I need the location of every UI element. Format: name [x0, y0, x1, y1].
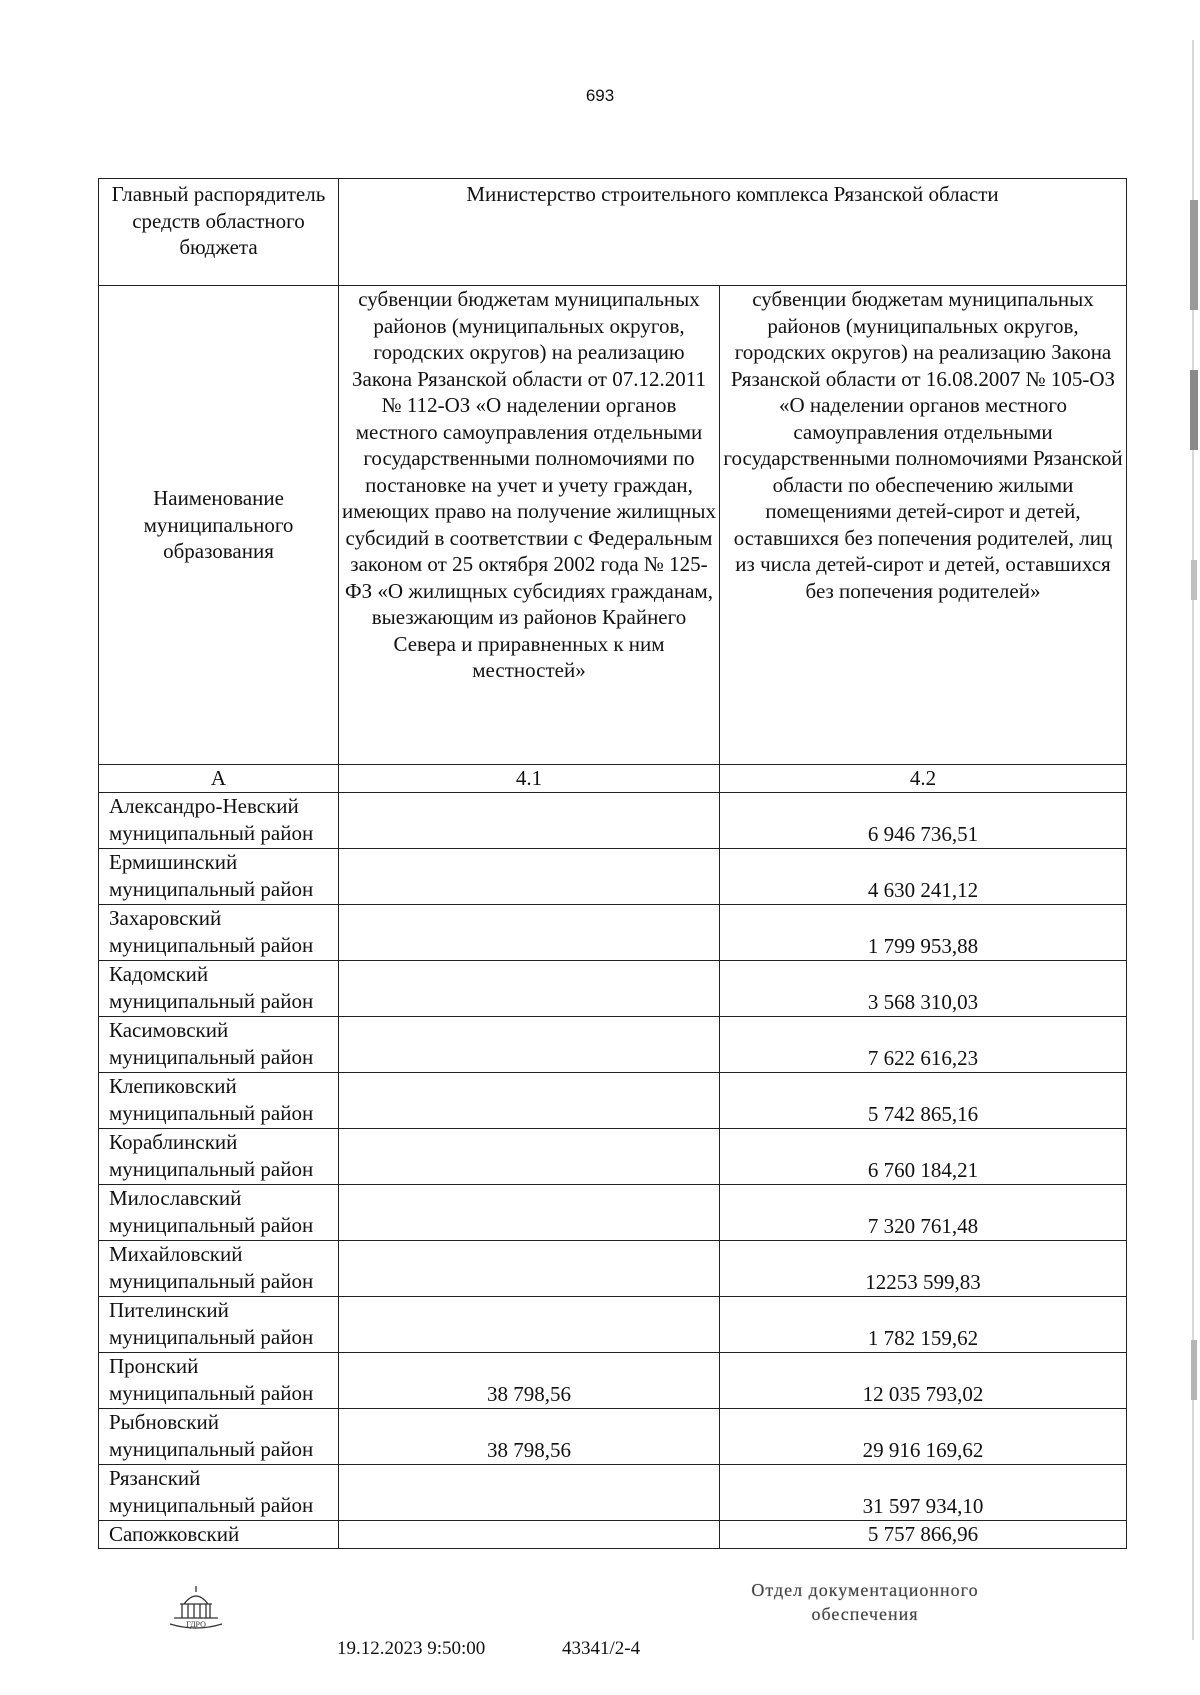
table-row [99, 1297, 1127, 1353]
value-4-2: 7 320 761,48 [720, 1185, 1127, 1241]
code-4-1: 4.1 [339, 765, 720, 793]
value-4-2: 12253 599,83 [720, 1241, 1127, 1297]
value-4-1 [339, 849, 720, 905]
value-4-2: 6 760 184,21 [720, 1129, 1127, 1185]
scan-edge-artifact [1186, 40, 1200, 1640]
value-4-2: 29 916 169,62 [720, 1409, 1127, 1465]
table-row [99, 1241, 1127, 1297]
value-4-1 [339, 961, 720, 1017]
column-4-1-header: субвенции бюджетам муниципальных районов (муниципальных округов, городских округов) на реализацию Закона Рязанской области от 07.12.2011 № 112-ОЗ «О наделении органов местного самоуправления отдельными государственными полномочиями по постановке на учет и учету граждан, имеющих право на получение жилищных субсидий в соответствии с Федеральным законом от 25 октября 2002 года № 125-ФЗ «О жилищных субсидиях гражданам, выезжающим из районов Крайнего Севера и приравненных к ним местностей» [339, 286, 720, 765]
municipality-name: Михайловский муниципальный район [99, 1241, 339, 1297]
value-4-1 [339, 1073, 720, 1129]
municipality-name: Сапожковский [99, 1521, 339, 1549]
value-4-2: 6 946 736,51 [720, 793, 1127, 849]
municipality-name: Пронский муниципальный район [99, 1353, 339, 1409]
budget-table [98, 178, 1127, 1549]
value-4-1 [339, 1521, 720, 1549]
page-number: 693 [585, 86, 615, 105]
value-4-2: 12 035 793,02 [720, 1353, 1127, 1409]
value-4-1: 38 798,56 [339, 1409, 720, 1465]
table-row [99, 1129, 1127, 1185]
code-a: А [99, 765, 339, 793]
duma-emblem-icon [166, 1582, 226, 1639]
column-4-2-header: субвенции бюджетам муниципальных районов (муниципальных округов, городских округов) на реализацию Закона Рязанской области от 16.08.2007 № 105-ОЗ «О наделении органов местного самоуправления отдельными государственными полномочиями Рязанской области по обеспечению жилыми помещениями детей-сирот и детей, оставшихся без попечения родителей, лиц из числа детей-сирот и детей, оставшихся без попечения родителей» [720, 286, 1127, 765]
value-4-2: 5 742 865,16 [720, 1073, 1127, 1129]
table-row [99, 1073, 1127, 1129]
value-4-2: 5 757 866,96 [720, 1521, 1127, 1549]
table-row [99, 1185, 1127, 1241]
municipality-name: Захаровский муниципальный район [99, 905, 339, 961]
table-row [99, 793, 1127, 849]
column-codes-row [99, 765, 1127, 793]
municipality-name: Рыбновский муниципальный район [99, 1409, 339, 1465]
header-row-distributor [99, 179, 1127, 286]
value-4-2: 7 622 616,23 [720, 1017, 1127, 1073]
value-4-1 [339, 793, 720, 849]
value-4-1 [339, 1465, 720, 1521]
value-4-2: 1 799 953,88 [720, 905, 1127, 961]
table-row [99, 1017, 1127, 1073]
value-4-1 [339, 1297, 720, 1353]
table-row [99, 1521, 1127, 1549]
municipality-name: Кораблинский муниципальный район [99, 1129, 339, 1185]
municipality-name: Рязанский муниципальный район [99, 1465, 339, 1521]
table-row [99, 1409, 1127, 1465]
municipality-name: Касимовский муниципальный район [99, 1017, 339, 1073]
header-row-titles [99, 286, 1127, 765]
municipality-column-header: Наименование муниципального образования [99, 286, 339, 765]
footer-datetime: 19.12.2023 9:50:00 [337, 1638, 486, 1659]
municipality-name: Милославский муниципальный район [99, 1185, 339, 1241]
table-row [99, 905, 1127, 961]
municipality-name: Клепиковский муниципальный район [99, 1073, 339, 1129]
value-4-2: 3 568 310,03 [720, 961, 1127, 1017]
value-4-2: 1 782 159,62 [720, 1297, 1127, 1353]
municipality-name: Ермишинский муниципальный район [99, 849, 339, 905]
value-4-1 [339, 1129, 720, 1185]
value-4-2: 4 630 241,12 [720, 849, 1127, 905]
table-row [99, 849, 1127, 905]
table-row [99, 1353, 1127, 1409]
footer-document-number: 43341/2-4 [562, 1638, 641, 1659]
table-row [99, 961, 1127, 1017]
value-4-1 [339, 1241, 720, 1297]
table-row [99, 1465, 1127, 1521]
municipality-name: Александро-Невский муниципальный район [99, 793, 339, 849]
code-4-2: 4.2 [720, 765, 1127, 793]
value-4-2: 31 597 934,10 [720, 1465, 1127, 1521]
value-4-1: 38 798,56 [339, 1353, 720, 1409]
ministry-name: Министерство строительного комплекса Рязанской области [339, 179, 1127, 286]
value-4-1 [339, 1185, 720, 1241]
value-4-1 [339, 1017, 720, 1073]
department-stamp: Отдел документационного обеспечения [751, 1580, 979, 1624]
municipality-name: Кадомский муниципальный район [99, 961, 339, 1017]
value-4-1 [339, 905, 720, 961]
municipality-name: Пителинский муниципальный район [99, 1297, 339, 1353]
svg-text:ГДРО: ГДРО [186, 1620, 206, 1629]
distributor-label: Главный распорядитель средств областного бюджета [99, 179, 339, 286]
